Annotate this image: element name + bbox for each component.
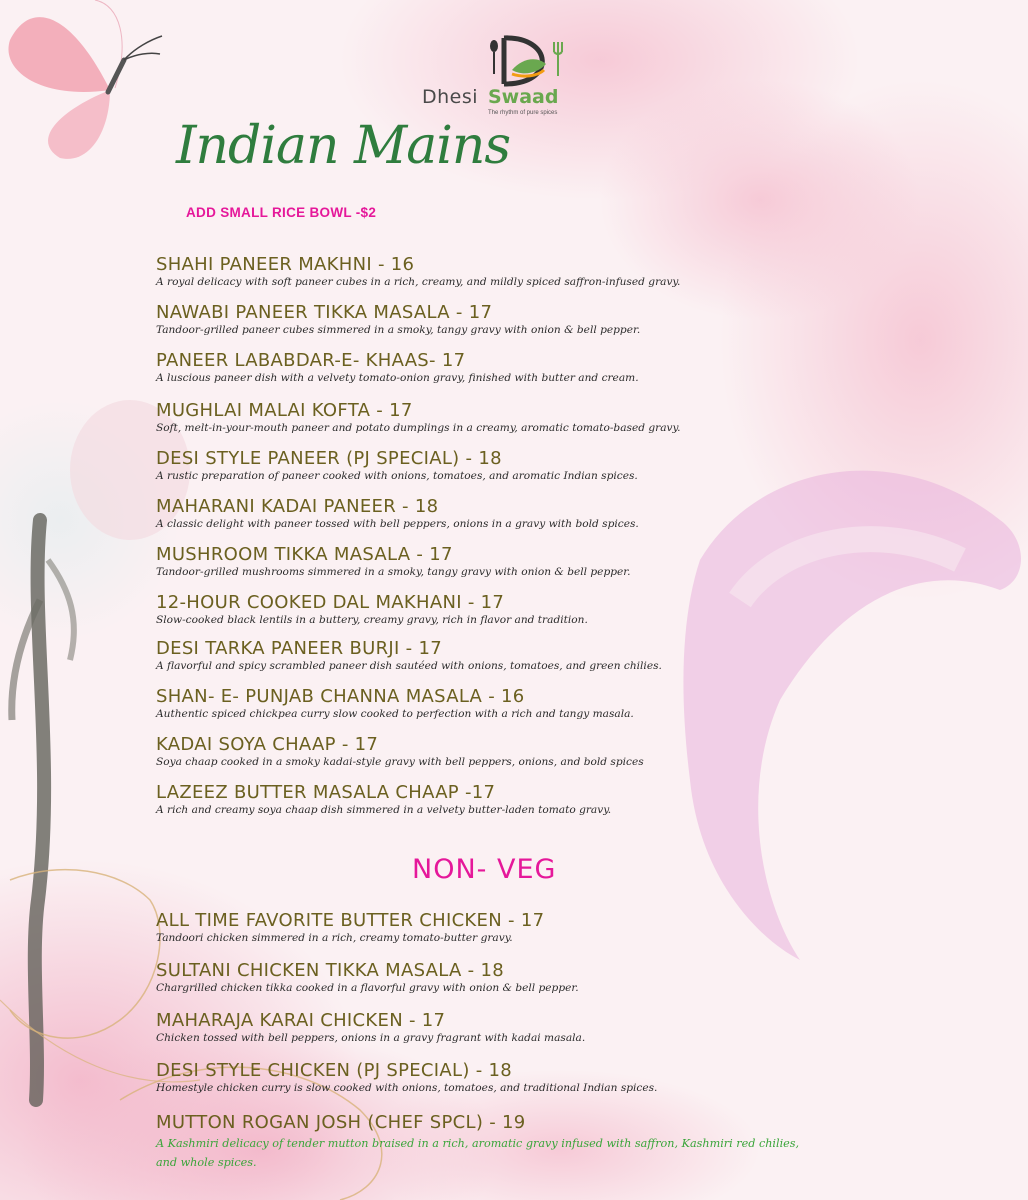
menu-item <box>156 302 976 350</box>
menu-item-name: 12-HOUR COOKED DAL MAKHANI - 17 <box>156 592 505 613</box>
menu-item-description: A rich and creamy soya chaap dish simmered in a velvety butter-laden tomato gravy. <box>156 804 612 816</box>
menu-item-name: DESI STYLE CHICKEN (PJ SPECIAL) - 18 <box>156 1060 513 1081</box>
menu-item-name: SULTANI CHICKEN TIKKA MASALA - 18 <box>156 960 504 981</box>
menu-item <box>156 254 976 302</box>
menu-item-name: MAHARANI KADAI PANEER - 18 <box>156 496 439 517</box>
brand-logo <box>418 30 578 120</box>
menu-item <box>156 910 976 960</box>
veg-menu-list <box>156 254 976 830</box>
page-title: Indian Mains <box>176 116 511 176</box>
menu-item-name: LAZEEZ BUTTER MASALA CHAAP -17 <box>156 782 496 803</box>
menu-item <box>156 400 976 448</box>
nonveg-menu-list <box>156 910 976 1172</box>
menu-item <box>156 638 976 686</box>
menu-item-name: MAHARAJA KARAI CHICKEN - 17 <box>156 1010 446 1031</box>
menu-item-description: Tandoor-grilled paneer cubes simmered in a smoky, tangy gravy with onion & bell pepper. <box>156 324 641 336</box>
menu-item-name: MUTTON ROGAN JOSH (CHEF SPCL) - 19 <box>156 1112 526 1133</box>
section-heading-non-veg: NON- VEG <box>412 854 557 885</box>
menu-item-description: A flavorful and spicy scrambled paneer dish sautéed with onions, tomatoes, and green chilies. <box>156 660 662 672</box>
menu-item <box>156 1060 976 1112</box>
menu-item-name: ALL TIME FAVORITE BUTTER CHICKEN - 17 <box>156 910 545 931</box>
menu-item <box>156 1010 976 1060</box>
menu-item-description: Soft, melt-in-your-mouth paneer and potato dumplings in a creamy, aromatic tomato-based gravy. <box>156 422 681 434</box>
rice-bowl-addon-note: ADD SMALL RICE BOWL -$2 <box>186 205 377 220</box>
menu-item-description: A classic delight with paneer tossed with bell peppers, onions in a gravy with bold spices. <box>156 518 639 530</box>
menu-item-name: SHAHI PANEER MAKHNI - 16 <box>156 254 415 275</box>
menu-item-name: DESI STYLE PANEER (PJ SPECIAL) - 18 <box>156 448 502 469</box>
menu-item-description: A Kashmiri delicacy of tender mutton braised in a rich, aromatic gravy infused with saffron, Kashmiri red chilies, and whole spices. <box>156 1137 800 1169</box>
menu-item-description: A royal delicacy with soft paneer cubes in a rich, creamy, and mildly spiced saffron-infused gravy. <box>156 276 681 288</box>
menu-item-name: SHAN- E- PUNJAB CHANNA MASALA - 16 <box>156 686 525 707</box>
logo-text-swaad: Swaad <box>488 86 559 108</box>
menu-item <box>156 686 976 734</box>
menu-item-description: A luscious paneer dish with a velvety tomato-onion gravy, finished with butter and cream. <box>156 372 639 384</box>
menu-item <box>156 448 976 496</box>
menu-item-name: MUGHLAI MALAI KOFTA - 17 <box>156 400 413 421</box>
menu-item-description: Homestyle chicken curry is slow cooked with onions, tomatoes, and traditional Indian spices. <box>156 1082 658 1094</box>
menu-item-name: PANEER LABABDAR-E- KHAAS- 17 <box>156 350 466 371</box>
menu-item <box>156 544 976 592</box>
menu-item-name: MUSHROOM TIKKA MASALA - 17 <box>156 544 453 565</box>
menu-item <box>156 734 976 782</box>
menu-item-description: Chargrilled chicken tikka cooked in a flavorful gravy with onion & bell pepper. <box>156 982 579 994</box>
menu-item <box>156 782 976 830</box>
menu-item <box>156 592 976 638</box>
menu-item-name: NAWABI PANEER TIKKA MASALA - 17 <box>156 302 493 323</box>
menu-item-description: Authentic spiced chickpea curry slow cooked to perfection with a rich and tangy masala. <box>156 708 634 720</box>
menu-item <box>156 960 976 1010</box>
menu-item-description: Chicken tossed with bell peppers, onions in a gravy fragrant with kadai masala. <box>156 1032 586 1044</box>
butterfly-illustration <box>0 0 170 160</box>
logo-tagline: The rhythm of pure spices <box>488 110 558 116</box>
menu-item-description: Soya chaap cooked in a smoky kadai-style gravy with bell peppers, onions, and bold spices <box>156 756 644 768</box>
menu-item-description: Tandoori chicken simmered in a rich, creamy tomato-butter gravy. <box>156 932 513 944</box>
menu-item-name: KADAI SOYA CHAAP - 17 <box>156 734 379 755</box>
menu-item-name: DESI TARKA PANEER BURJI - 17 <box>156 638 442 659</box>
menu-item-description: Tandoor-grilled mushrooms simmered in a smoky, tangy gravy with onion & bell pepper. <box>156 566 631 578</box>
menu-item <box>156 1112 976 1172</box>
menu-item-description: A rustic preparation of paneer cooked with onions, tomatoes, and aromatic Indian spices. <box>156 470 638 482</box>
menu-item-description: Slow-cooked black lentils in a buttery, creamy gravy, rich in flavor and tradition. <box>156 614 588 626</box>
menu-item <box>156 350 976 400</box>
menu-item <box>156 496 976 544</box>
logo-mark-icon <box>482 30 572 90</box>
logo-text-dhesi: Dhesi <box>422 86 479 108</box>
